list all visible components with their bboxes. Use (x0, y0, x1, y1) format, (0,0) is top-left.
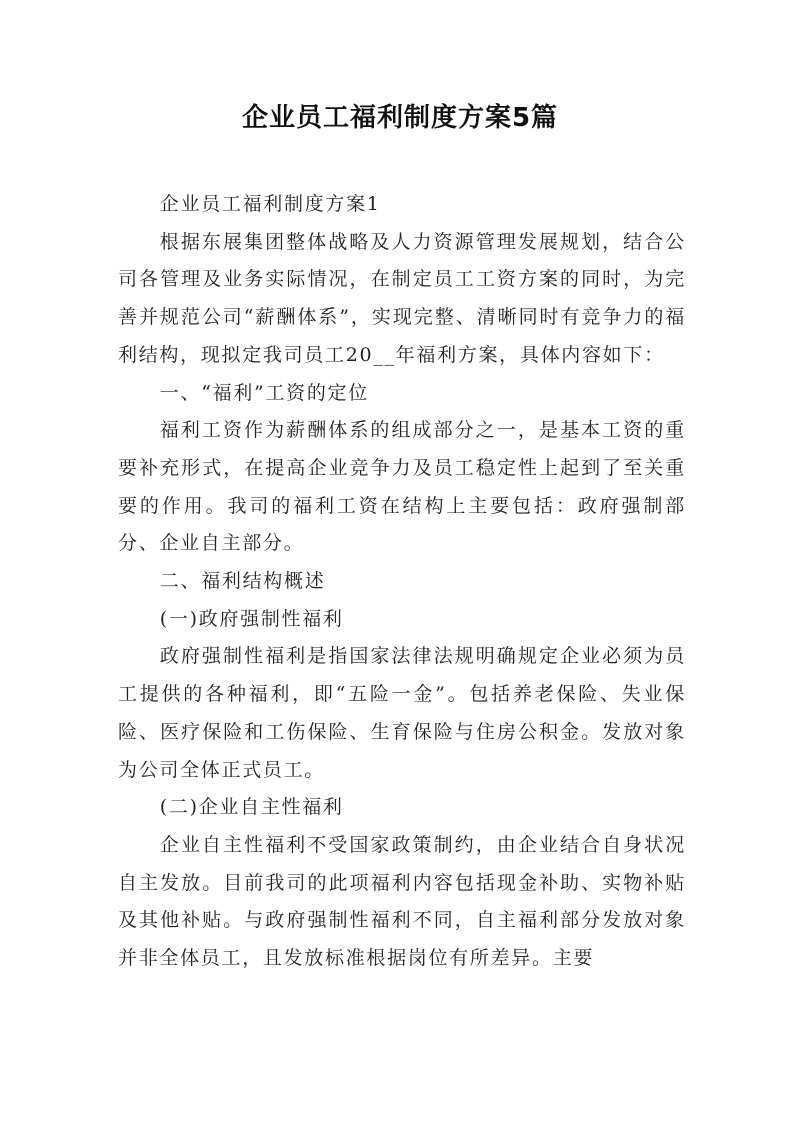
document-body (118, 186, 686, 978)
section-heading: 二、福利结构概述 (159, 570, 326, 593)
paragraph: 福利工资作为薪酬体系的组成部分之一，是基本工资的重要补充形式，在提高企业竞争力及员工稳定性上起到了至关重要的作用。我司的福利工资在结构上主要包括：政府强制部分、企业自主部分。 (118, 419, 686, 555)
paragraph: 根据东展集团整体战略及人力资源管理发展规划，结合公司各管理及业务实际情况，在制定员工工资方案的同时，为完善并规范公司“薪酬体系”，实现完整、清晰同时有竞争力的福利结构，现拟定我司员工20__年福利方案，具体内容如下： (118, 230, 686, 366)
section-heading: 企业员工福利制度方案1 (159, 193, 381, 215)
paragraph: 政府强制性福利是指国家法律法规明确规定企业必须为员工提供的各种福利，即“五险一金”。包括养老保险、失业保险、医疗保险和工伤保险、生育保险与住房公积金。发放对象为公司全体正式员工。 (118, 645, 686, 781)
document-title: 企业员工福利制度方案5篇 (241, 103, 559, 133)
paragraph: 企业自主性福利不受国家政策制约，由企业结合自身状况自主发放。目前我司的此项福利内容包括现金补助、实物补贴及其他补贴。与政府强制性福利不同，自主福利部分发放对象并非全体员工，且发放标准根据岗位有所差异。主要 (118, 833, 686, 970)
section-heading: 一、“福利”工资的定位 (159, 381, 369, 404)
subsection-heading: (二)企业自主性福利 (159, 796, 344, 819)
subsection-heading: (一)政府强制性福利 (159, 607, 344, 630)
